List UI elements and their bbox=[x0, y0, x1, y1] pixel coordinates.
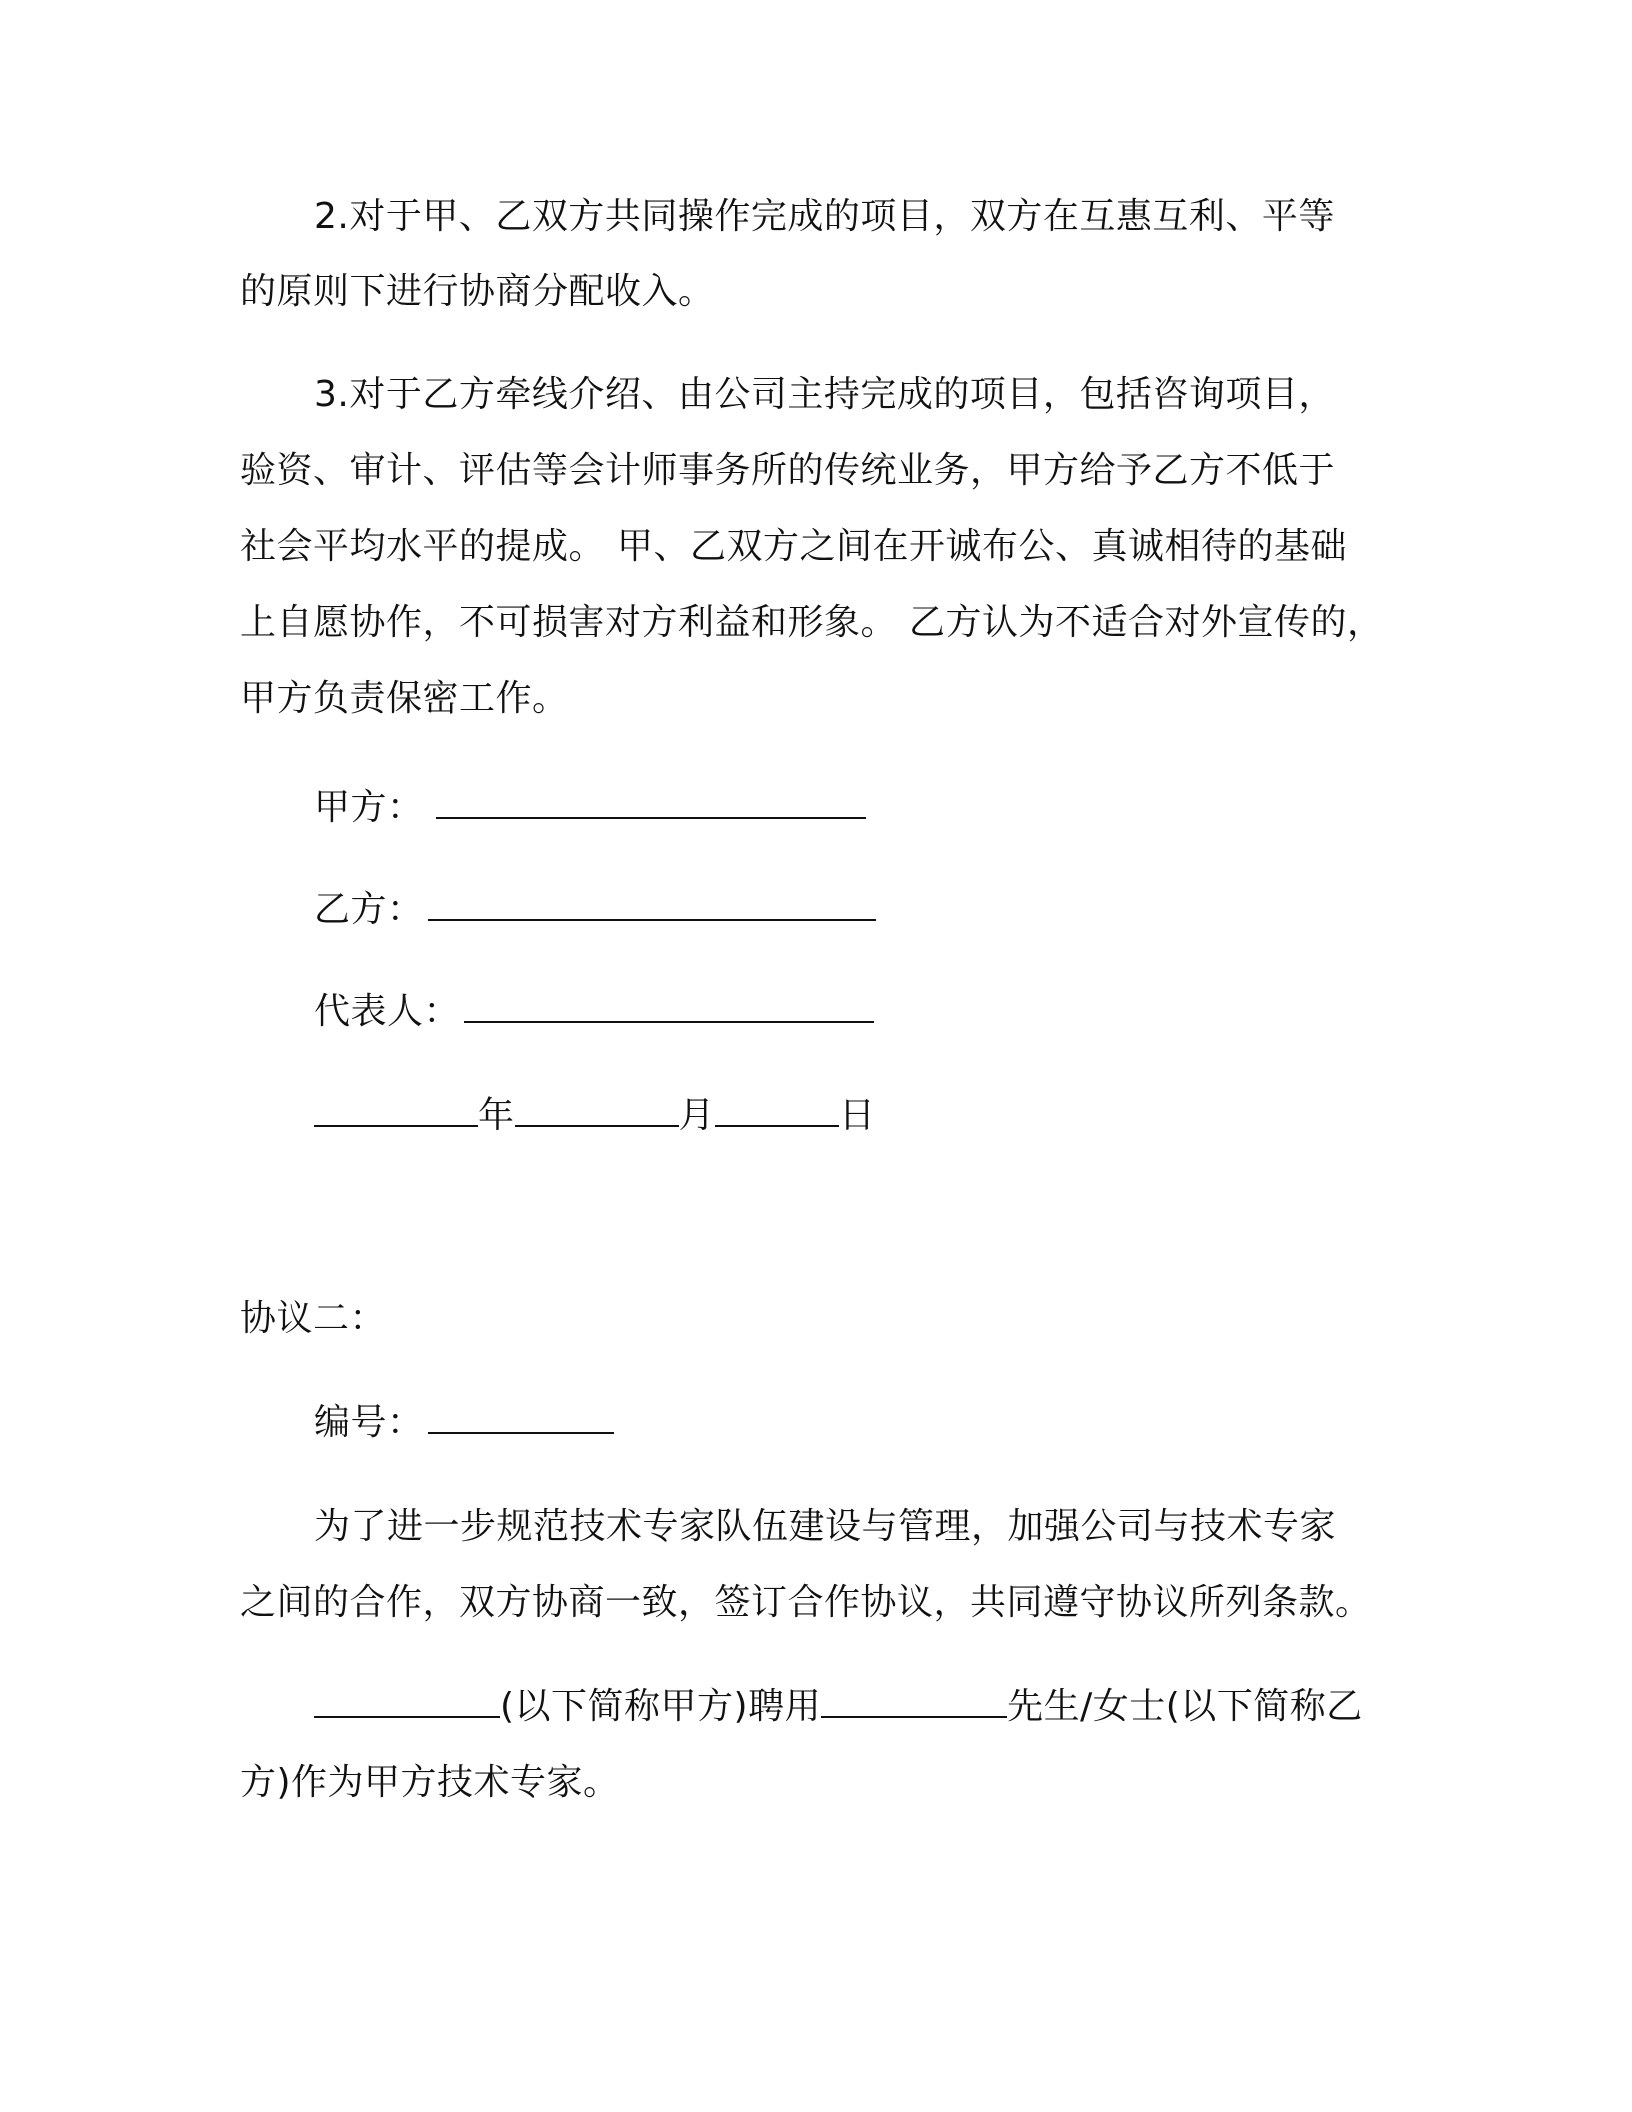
representative-line bbox=[314, 990, 874, 1034]
hire-line-1 bbox=[314, 1685, 1363, 1729]
date-line bbox=[314, 1094, 876, 1138]
number-label: 编号： bbox=[314, 1402, 424, 1443]
number-line bbox=[314, 1401, 614, 1445]
party-a-blank[interactable] bbox=[436, 787, 866, 819]
year-blank[interactable] bbox=[314, 1095, 478, 1127]
year-label: 年 bbox=[478, 1095, 515, 1136]
party-a-line bbox=[314, 786, 866, 830]
expert-name-blank[interactable] bbox=[821, 1686, 1007, 1718]
intro-line-2: 之间的合作，双方协商一致，签订合作协议，共同遵守协议所列条款。 bbox=[240, 1582, 1372, 1623]
para3-line-2: 验资、审计、评估等会计师事务所的传统业务，甲方给予乙方不低于 bbox=[240, 450, 1336, 491]
para3-line-3: 社会平均水平的提成。 甲、乙双方之间在开诚布公、真诚相待的基础 bbox=[240, 526, 1347, 567]
party-b-blank[interactable] bbox=[428, 889, 876, 921]
number-blank[interactable] bbox=[428, 1402, 614, 1434]
para2-line-2: 的原则下进行协商分配收入。 bbox=[240, 271, 715, 312]
para3-line-4: 上自愿协作，不可损害对方利益和形象。 乙方认为不适合对外宣传的， bbox=[240, 602, 1384, 643]
para2-line-1: 2.对于甲、乙双方共同操作完成的项目，双方在互惠互利、平等 bbox=[314, 196, 1335, 237]
month-label: 月 bbox=[678, 1095, 716, 1136]
agreement2-heading: 协议二： bbox=[240, 1298, 387, 1339]
day-label: 日 bbox=[839, 1095, 876, 1136]
hire-text-2: 先生/女士(以下简称乙 bbox=[1007, 1686, 1363, 1727]
party-a-label: 甲方： bbox=[314, 787, 424, 828]
para3-line-1: 3.对于乙方牵线介绍、由公司主持完成的项目，包括咨询项目， bbox=[314, 374, 1335, 415]
hire-text-1: (以下简称甲方)聘用 bbox=[500, 1686, 822, 1727]
representative-label: 代表人： bbox=[314, 991, 461, 1032]
party-b-line bbox=[314, 888, 876, 932]
company-blank[interactable] bbox=[314, 1686, 500, 1718]
representative-blank[interactable] bbox=[464, 991, 874, 1023]
para3-line-5: 甲方负责保密工作。 bbox=[240, 678, 569, 719]
hire-line-2: 方)作为甲方技术专家。 bbox=[240, 1762, 620, 1803]
intro-line-1: 为了进一步规范技术专家队伍建设与管理，加强公司与技术专家 bbox=[314, 1506, 1337, 1547]
day-blank[interactable] bbox=[715, 1095, 839, 1127]
party-b-label: 乙方： bbox=[314, 889, 424, 930]
month-blank[interactable] bbox=[515, 1095, 679, 1127]
